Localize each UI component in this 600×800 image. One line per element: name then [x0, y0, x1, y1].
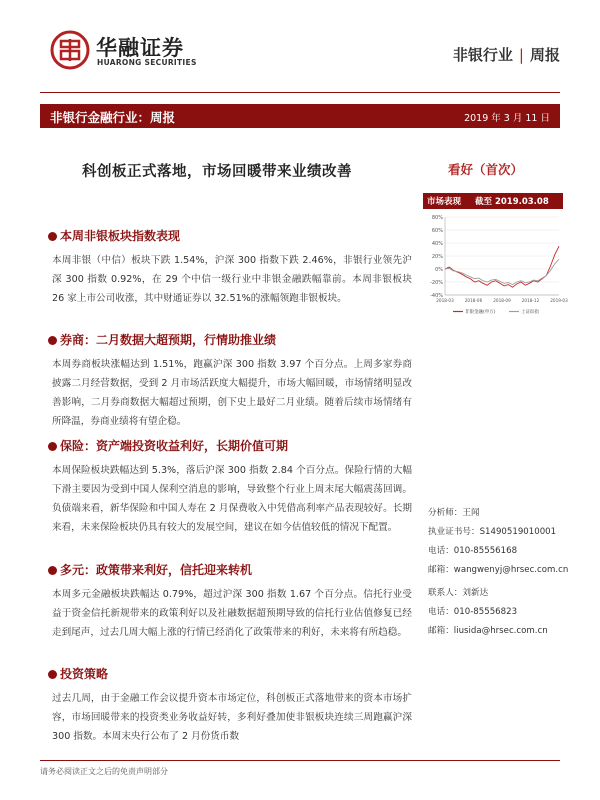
section-heading: 保险：资产端投资收益利好，长期价值可期	[60, 439, 289, 453]
report-banner	[40, 104, 560, 128]
company-logo	[50, 30, 215, 74]
header-divider	[40, 92, 560, 93]
chart-legend-label: 非银金融(申万)	[465, 310, 496, 315]
chart-y-tick-label: 0%	[435, 267, 443, 273]
chart-series-line	[445, 259, 559, 284]
section-bullet-icon	[48, 670, 57, 679]
logo-english-name: HUARONG SECURITIES	[97, 58, 197, 67]
cert-number: S1490519010001	[479, 527, 557, 537]
chart-x-tick-label: 2018-03	[436, 298, 454, 303]
section-bullet-icon	[48, 566, 57, 575]
chart-y-tick-label: -20%	[430, 280, 443, 286]
section-paragraph: 本周券商板块涨幅达到 1.51%，跑赢沪深 300 指数 3.97 个百分点。上周多家券商披露二月经营数据，受到 2 月市场活跃度大幅提升，市场大幅回暖，市场情绪明显改善影响，二月券商数据大幅超过预期，创下史上最好二月业绩。随着后续市场情绪有所降温，券商业绩将有望企稳。	[52, 359, 412, 427]
section-paragraph: 本周保险板块跌幅达到 5.3%，落后沪深 300 指数 2.84 个百分点。保险行情的大幅下滑主要因为受到中国人保利空消息的影响，导致整个行业上周末尾大幅震荡回调。负债端来看，新华保险和中国人寿在 2 月保费收入中凭借高利率产品表现较好。长期来看，未来保险板块仍具有较大的发展空间，建议在如今估值较低的情况下配置。	[52, 465, 412, 533]
market-performance-chart	[423, 209, 568, 319]
contact-info	[428, 584, 568, 641]
section-heading: 本周非银板块指数表现	[60, 229, 181, 243]
investment-rating: 看好（首次）	[448, 162, 524, 177]
chart-y-tick-label: -40%	[430, 293, 443, 299]
contact-email[interactable]: liusida@hrsec.com.cn	[453, 626, 548, 636]
section-bullet-icon	[48, 336, 57, 345]
section-paragraph: 本周多元金融板块跌幅达 0.79%，超过沪深 300 指数 1.67 个百分点。信托行业受益于资金信托新规带来的政策利好以及社融数据超预期导致的信托行业估值修复已经走到尾声，过去几周大幅上涨的行情已经消化了政策带来的利好，未来将有所趋稳。	[52, 589, 412, 638]
banner-industry-title: 非银行金融行业：周报	[50, 110, 176, 125]
chart-x-tick-label: 2018-09	[493, 298, 511, 303]
section-bullet-icon	[48, 232, 57, 241]
category-label: 非银行业	[452, 46, 513, 64]
analyst-name: 分析师：王闻	[428, 508, 480, 518]
report-title: 科创板正式落地，市场回暖带来业绩改善	[82, 164, 352, 180]
header-separator: |	[518, 46, 524, 64]
section-diversified	[48, 562, 412, 642]
logo-chinese-name: 华融证券	[96, 36, 184, 60]
email-label: 邮箱：	[428, 626, 454, 636]
chart-x-tick-label: 2019-03	[550, 298, 568, 303]
report-category-header	[453, 44, 560, 65]
contact-name: 联系人：刘新达	[428, 588, 489, 598]
chart-x-tick-label: 2018-12	[521, 298, 540, 303]
phone-label: 电话：	[428, 546, 454, 556]
analyst-info	[428, 504, 568, 580]
section-heading: 券商：二月数据大超预期，行情助推业绩	[60, 333, 277, 347]
analyst-phone: 010-85556168	[453, 546, 518, 556]
section-strategy	[48, 666, 412, 746]
section-brokerage	[48, 332, 412, 431]
email-label: 邮箱：	[428, 565, 454, 575]
cert-label: 执业证书号：	[428, 527, 480, 537]
huarong-logo-icon	[50, 30, 90, 70]
section-paragraph: 过去几周，由于金融工作会议提升资本市场定位，科创板正式落地带来的资本市场扩容，市场回暖带来的投资类业务收益好转，多利好叠加使非银板块连续三周跑赢沪深 300 指数。本周末央行公布了 2 月份货币数	[52, 693, 412, 742]
section-heading: 多元：政策带来利好，信托迎来转机	[60, 563, 253, 577]
chart-header	[423, 193, 563, 209]
section-bullet-icon	[48, 442, 57, 451]
contact-phone: 010-85556823	[453, 607, 518, 617]
chart-title: 市场表现	[427, 197, 462, 207]
section-insurance	[48, 438, 412, 537]
chart-y-tick-label: 60%	[431, 228, 443, 234]
chart-y-tick-label: 40%	[431, 241, 443, 247]
section-heading: 投资策略	[60, 667, 109, 681]
chart-legend-label: 上证综指	[521, 310, 539, 315]
section-weekly-performance	[48, 228, 412, 308]
chart-y-tick-label: 20%	[431, 254, 443, 260]
section-paragraph: 本周非银（中信）板块下跌 1.54%，沪深 300 指数下跌 2.46%，非银行业领先沪深 300 指数 0.92%，在 29 个中信一级行业中非银金融跌幅靠前。本周非银板块 26 家上市公司收涨，其中财通证券以 32.51%的涨幅领跑非银板块。	[52, 255, 412, 304]
chart-subtitle: 截至 2019.03.08	[475, 197, 549, 207]
phone-label: 电话：	[428, 607, 454, 617]
footer-divider	[40, 760, 560, 761]
chart-series-line	[445, 246, 559, 287]
banner-date: 2019 年 3 月 11 日	[464, 113, 550, 124]
analyst-email[interactable]: wangwenyj@hrsec.com.cn	[453, 565, 569, 575]
report-type-label: 周报	[529, 46, 560, 64]
chart-y-tick-label: 80%	[431, 215, 443, 221]
disclaimer-footer: 请务必阅读正文之后的免责声明部分	[40, 767, 168, 776]
chart-x-tick-label: 2018-06	[464, 298, 483, 303]
